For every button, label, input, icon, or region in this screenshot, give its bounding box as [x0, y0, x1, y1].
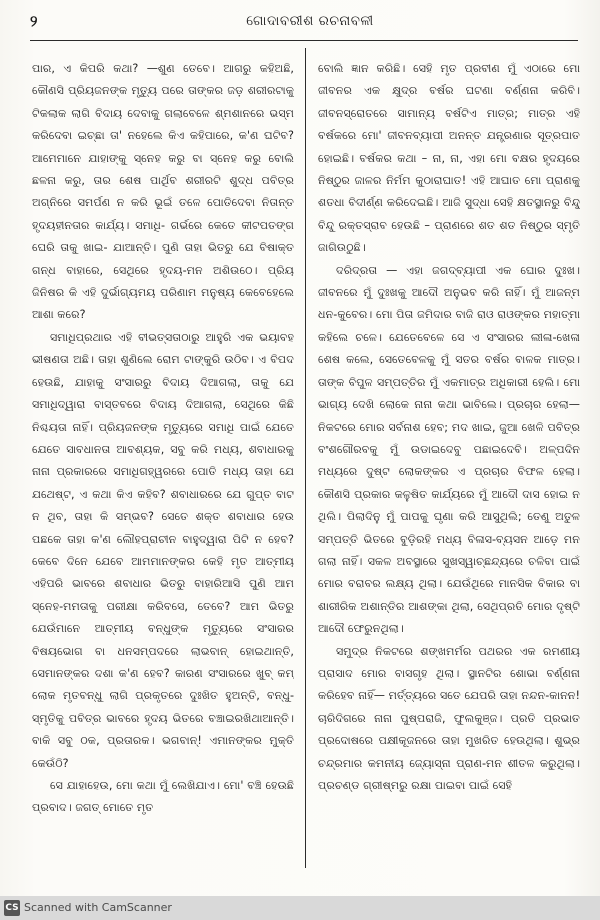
page-header — [30, 8, 578, 38]
paragraph: ବୋଲି ଜ୍ଞାନ କରିଛି। ସେହି ମୃତ ପ୍ରବୀଣ ମୁଁ ଏଠାରେ ମୋ ଜୀବନର ଏକ କ୍ଷୁଦ୍ର ବର୍ଷର ଘଟଣା ବର୍ଣ୍ଣନା କରିବି। ଜୀବନସ୍ରୋତରେ ସାମାନ୍ୟ ବର୍ଷଟିଏ ମାତ୍ର; ମାତ୍ର ଏହି ବର୍ଷକରେ ମୋ' ଜୀବନବ୍ୟାପୀ ଅନନ୍ତ ଯନ୍ତ୍ରଣାର ସୂତ୍ରପାତ ହୋଇଛି। ବର୍ଷକର କଥା – ନା, ନା, ଏହା ମୋ ବକ୍ଷର ହୃଦୟରେ ନିଷ୍ଠୁର ଜାଳର ନିର୍ମମ କୁଠାରାଘାତ! ଏହି ଆଘାତ ମୋ ପ୍ରାଣକୁ ଶତଧା ବିଦୀର୍ଣ୍ଣ କରିଦେଇଛି। ଆଜି ସୁଦ୍ଧା ସେହି କ୍ଷତସ୍ଥାନରୁ ବିନ୍ଦୁ ବିନ୍ଦୁ ରକ୍ତସ୍ରାବ ହେଉଛି – ପ୍ରାଣରେ ଶତ ଶତ ନିଷ୍ଠୁର ସ୍ମୃତି ଜାଗିଉଠୁଛି। — [318, 62, 580, 255]
paragraph: ସମୁଦ୍ର ନିକଟରେ ଶଙ୍ଖମର୍ମର ପଥରର ଏକ ରମଣୀୟ ପ୍ରାସାଦ ମୋର ବାସଗୃହ ଥିଲା। ସ୍ଥାନଟିର ଶୋଭା ବର୍ଣ୍ଣନା କରିହେବ ନାହିଁ— ମର୍ତ୍ତ୍ୟରେ ସତେ ଯେପରି ତାହା ନନ୍ଦନ-କାନନ! ଚାରିଦିଗରେ ନାନା ପୁଷ୍ପରାଜି, ଫୁଲକୁଞ୍ଜ। ପ୍ରତି ପ୍ରଭାତ ପ୍ରଦୋଷରେ ପକ୍ଷୀକୂଜନରେ ତାହା ମୁଖରିତ ହେଉଥିଲା। ଶୁଭ୍ର ଚନ୍ଦ୍ରମାର କମନୀୟ ଜ୍ୟୋସ୍ନା ପ୍ରାଣ-ମନ ଶୀତଳ କରୁଥିଲା। ପ୍ରଚଣ୍ଡ ଗ୍ରୀଷ୍ମରୁ ରକ୍ଷା ପାଇବା ପାଇଁ ସେହି — [318, 644, 580, 792]
paragraph: ସେ ଯାହାହେଉ, ମୋ କଥା ମୁଁ ଲେଖିଯାଏ। ମୋ' ବଞ୍ଚି ହେଉଛି ପ୍ରବାଦ। ଜଗତ୍ ମୋତେ ମୃତ — [32, 779, 294, 815]
paragraph: ପାର, ଏ କିପରି କଥା? —ଶୁଣ ତେବେ। ଆଗରୁ କହିଅଛି, କୌଣସି ପ୍ରିୟଜନଙ୍କ ମୃତ୍ୟୁ ପରେ ତାଙ୍କର ଜଡ଼ ଶରୀରଟାକୁ ଟିକଲାକ ଲାଗି ବିଦାୟ ଦେବାକୁ ଗଲାବେଳେ ଶ୍ମଶାନରେ ଭସ୍ମ କରିଦେବା ଇଚ୍ଛା ତା' ନହେଲେ କିଏ କହିପାରେ, କ'ଣ ଘଟିବ? ଆମେମାନେ ଯାହାଙ୍କୁ ସ୍ନେହ କରୁ ବା ସ୍ନେହ କରୁ ବୋଲି ଛଳନା କରୁ, ତାର ଶେଷ ପାର୍ଥିବ ଶରୀରଟି ଶୁଦ୍ଧ ପବିତ୍ର ଅଗ୍ନିରେ ସମର୍ପଣ ନ କରି ଭୂଇଁ ତଳେ ପୋତିଦେବା ନିତାନ୍ତ ହୃଦୟହୀନତାର କାର୍ଯ୍ୟ। ସମାଧି- ଗର୍ଭରେ କେତେ କୀଟପତଙ୍ଗ ଘେରି ତାକୁ ଖାଇ- ଯାଆନ୍ତି। ପୁଣି ତାହା ଭିତରୁ ଯେ ବିଷାକ୍ତ ଗନ୍ଧ ବାହାରେ, ସେଥିରେ ହୃଦୟ-ମନ ଅଶିଉଠେ। ପ୍ରିୟ ଜିନିଷର କି ଏହି ଦୁର୍ଭାଗ୍ୟମୟ ପରିଣାମ ମନୁଷ୍ୟ କେବେହେଲେ ଆଶା କରେ? — [32, 62, 294, 322]
scanner-watermark-text: Scanned with CamScanner — [24, 901, 172, 914]
scanner-footer — [0, 896, 600, 920]
running-title: ଗୋଦାବରୀଶ ରଚନାବଳୀ — [246, 13, 374, 29]
page-number: ୨ — [30, 12, 38, 30]
left-column — [32, 58, 294, 868]
paragraph: ଦରିଦ୍ରତା — ଏହା ଜଗଦ୍‌ବ୍ୟାପୀ ଏକ ଘୋର ଦୁଃଖ। ଜୀବନରେ ମୁଁ ଦୁଃଖକୁ ଆଦୌ ଅନୁଭବ କରି ନାହିଁ। ମୁଁ ଆଜନ୍ମ ଧନ-କୁବେର। ମୋ ପିତା ଜମିଦାର ବାଜି ରାଓ ରାଓଙ୍କର ମହାତ୍ମା କହିଲେ ଚଳେ। ଯେତେବେଳେ ସେ ଏ ସଂସାରର ଲୀଳା-ଖେଳା ଶେଷ କଲେ, ସେତେବେଳକୁ ମୁଁ ସତର ବର୍ଷର ବାଳକ ମାତ୍ର। ତାଙ୍କ ବିପୁଳ ସମ୍ପତ୍ତିର ମୁଁ ଏକମାତ୍ର ଅଧିକାରୀ ହେଲି। ମୋ ଭାଗ୍ୟ ଦେଖି ଲୋକେ ନାନା କଥା ଭାବିଲେ। ପ୍ରଚାର ହେଲା— ନିକଟରେ ମୋର ସର୍ବନାଶ ହେବ; ମଦ ଖାଇ, ଜୁଆ ଖେଳି ପବିତ୍ର ବଂଶଗୌରବକୁ ମୁଁ ଉଡାଇଦେବୁ ପଛାଇଦେବି। ଅଳ୍ପଦିନ ମଧ୍ୟରେ ଦୁଷ୍ଟ ଲୋକଙ୍କର ଏ ପ୍ରଚାର ବିଫଳ ହେଲା। କୌଣସି ପ୍ରକାର କଳୁଷିତ କାର୍ଯ୍ୟରେ ମୁଁ ଆଦୌ ଦାସ ହୋଇ ନ ଥିଲି। ପିଲାଦିନୁ ମୁଁ ପାପକୁ ଘୃଣା କରି ଆସୁଥିଲି; ତେଣୁ ଅତୁଳ ସମ୍ପତ୍ତି ଭିତରେ ବୁଡ଼ିରହି ମଧ୍ୟ ବିଳାସ-ବ୍ୟସନ ଆଡ଼େ ମନ ଗଲା ନାହିଁ। ସକଳ ଅବସ୍ଥାରେ ସୁଖସ୍ୱାଚ୍ଛନ୍ଦ୍ୟରେ ଚଳିବା ପାଇଁ ମୋର ବରାବର ଲକ୍ଷ୍ୟ ଥିଲା। ଯେଉଁଥିରେ ମାନସିକ ବିକାର ବା ଶାରୀରିକ ଅଶାନ୍ତିର ଆଶଙ୍କା ଥିଲା, ସେଥିପ୍ରତି ମୋର ଦୃଷ୍ଟି ଆଦୌ ଫେରୁନଥିଲା। — [318, 263, 580, 636]
header-rule — [30, 40, 578, 41]
column-divider — [305, 48, 306, 868]
paragraph: ସମାଧିପ୍ରଥାର ଏହି ବୀଭତ୍ସତାଠାରୁ ଆହୁରି ଏକ ଭୟାବହ ଭୀଷଣତା ଅଛି। ତାହା ଶୁଣିଲେ ରୋମ ଟାଙ୍କୁରି ଉଠିବ। ଏ ବିପଦ ହେଉଛି, ଯାହାକୁ ସଂସାରରୁ ବିଦାୟ ଦିଆଗଲା, ତାକୁ ଯେ ସମାଧିଦ୍ୱାରା ବାସ୍ତବରେ ବିଦାୟ ଦିଆଗଲା, ସେଥିରେ କିଛି ନିଶ୍ଚୟତା ନାହିଁ। ପ୍ରିୟଜନଙ୍କ ମୃତ୍ୟୁରେ ସମାଧି ପାଇଁ ଯେତେ ଯେତେ ସାବଧାନତା ଆବଶ୍ୟକ, ସବୁ କରି ମଧ୍ୟ, ଶବାଧାରକୁ ନାନା ପ୍ରକାରରେ ସମାଧିଗହ୍ୱରରେ ପୋତି ମଧ୍ୟ ତାହା ଯେ ଯଥେଷ୍ଟ, ଏ କଥା କିଏ କହିବ? ଶବାଧାରରେ ଯେ ଗୁପ୍ତ ବାଟ ନ ଥିବ, ତାହା କି ସମ୍ଭବ? ସେତେ ଶକ୍ତ ଶବାଧାର ହେଉ ପଛକେ ତାହା କ'ଣ ଲୌହପ୍ରାଚୀନ ବାହୁଦ୍ୱାରା ପିଟି ନ ହେବ? କେବେ ଦିନେ ଯେବେ ଆମମାନଙ୍କର କେହି ମୃତ ଆତ୍ମୀୟ ଏହିପରି ଭାବରେ ଶବାଧାର ଭିତରୁ ବାହାରିଆସି ପୁଣି ଆମ ସ୍ନେହ-ମମତାକୁ ପରୀକ୍ଷା କରିବସେ, ତେବେ? ଆମ ଭିତରୁ ଯେଉଁମାନେ ଆତ୍ମୀୟ ବନ୍ଧୁଙ୍କ ମୃତ୍ୟୁରେ ସଂସାରର ବିଷୟଭୋଗ ବା ଧନସମ୍ପଦରେ ଲାଭବାନ୍ ହୋଇଥାନ୍ତି, ସେମାନଙ୍କର ଦଶା କ'ଣ ହେବ? କାରଣ ସଂସାରରେ ଖୁବ୍ କମ୍ ଲୋକ ମୃତବନ୍ଧୁ ଲାଗି ପ୍ରକୃତରେ ଦୁଃଖିତ ହୁଅନ୍ତି, ବନ୍ଧୁ-ସ୍ମୃତିକୁ ପବିତ୍ର ଭାବରେ ହୃଦୟ ଭିତରେ ବଞ୍ଚାଇରଖିଥାଆନ୍ତି। ବାକି ସବୁ ଠକ, ପ୍ରତାରକ। ଭଗବାନ୍! ଏମାନଙ୍କର ମୁକ୍ତି କେଉଁଠି? — [32, 330, 294, 770]
right-column — [318, 58, 580, 868]
camscanner-logo-icon: CS — [4, 900, 20, 916]
